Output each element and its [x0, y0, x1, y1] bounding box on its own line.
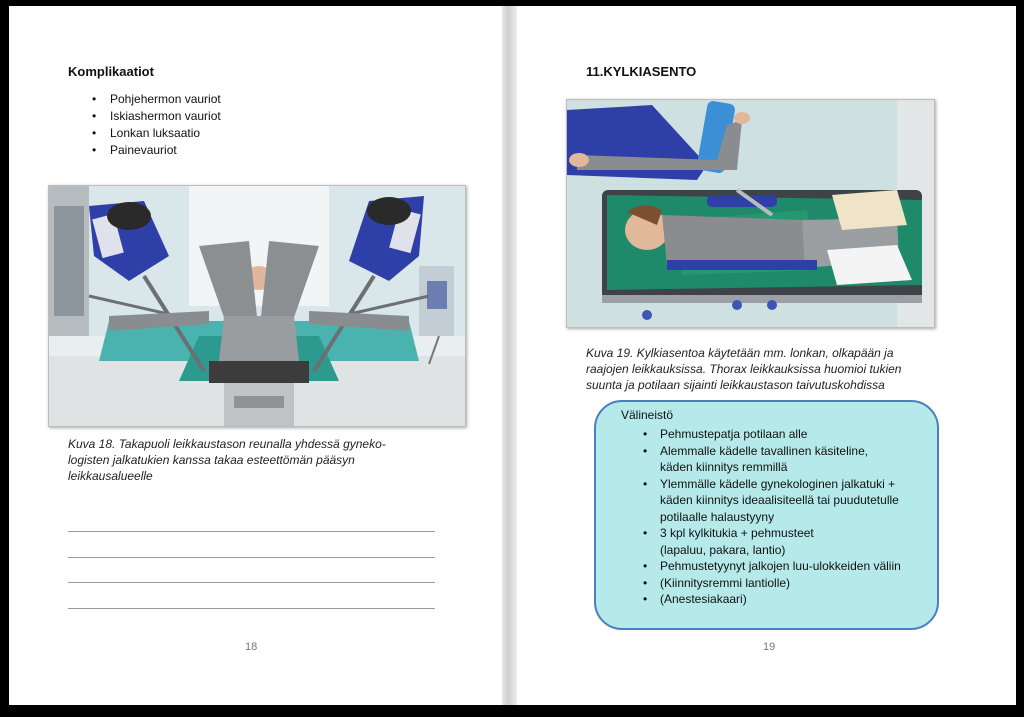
page-19 [517, 6, 1016, 705]
list-item: • Pehmustepatja potilaan alle [639, 426, 939, 443]
equipment-list [639, 426, 939, 608]
figure-19-caption: Kuva 19. Kylkiasentoa käytetään mm. lonkan, olkapään ja raajojen leikkauksissa. Thorax leikkauksissa huomioi tukien suunta ja potilaan sijainti leikkaustason taivutuskohdissa [586, 346, 902, 392]
writing-line [68, 582, 435, 583]
writing-line [68, 557, 435, 558]
writing-line [68, 531, 435, 532]
list-item: • 3 kpl kylkitukia + pehmusteet (lapaluu, pakara, lantio) [639, 525, 939, 558]
lateral-position-heading: 11.KYLKIASENTO [586, 64, 697, 79]
list-item: • (Kiinnitysremmi lantiolle) [639, 575, 939, 592]
list-item: • Pehmustetyynyt jalkojen luu-ulokkeiden väliin [639, 558, 939, 575]
writing-line [68, 608, 435, 609]
list-item: • (Anestesiakaari) [639, 591, 939, 608]
photo-lateral-position [566, 99, 935, 328]
complications-list [88, 91, 221, 159]
equipment-title: Välineistö [621, 408, 674, 422]
photo-lithotomy-illustration [49, 186, 465, 426]
list-item: • Pohjehermon vauriot [88, 91, 221, 108]
list-item: • Ylemmälle kädelle gynekologinen jalkatuki + käden kiinnitys ideaalisiteellä tai puudutetulle potilaalle halaustyyny [639, 476, 939, 526]
list-item: • Painevauriot [88, 142, 221, 159]
figure-18-caption: Kuva 18. Takapuoli leikkaustason reunalla yhdessä gyneko- logisten jalkatukien kanssa takaa esteettömän pääsyn leikkausalueelle [68, 437, 386, 483]
book-gutter [502, 6, 517, 705]
list-item: • Iskiashermon vauriot [88, 108, 221, 125]
list-item: • Lonkan luksaatio [88, 125, 221, 142]
equipment-box [594, 400, 939, 630]
page-18 [9, 6, 502, 705]
list-item: • Alemmalle kädelle tavallinen käsiteline, käden kiinnitys remmillä [639, 443, 939, 476]
photo-lithotomy-position [48, 185, 466, 427]
page-number: 19 [763, 641, 776, 653]
page-number: 18 [245, 641, 258, 653]
photo-lateral-illustration [567, 100, 934, 327]
complications-heading: Komplikaatiot [68, 64, 154, 79]
